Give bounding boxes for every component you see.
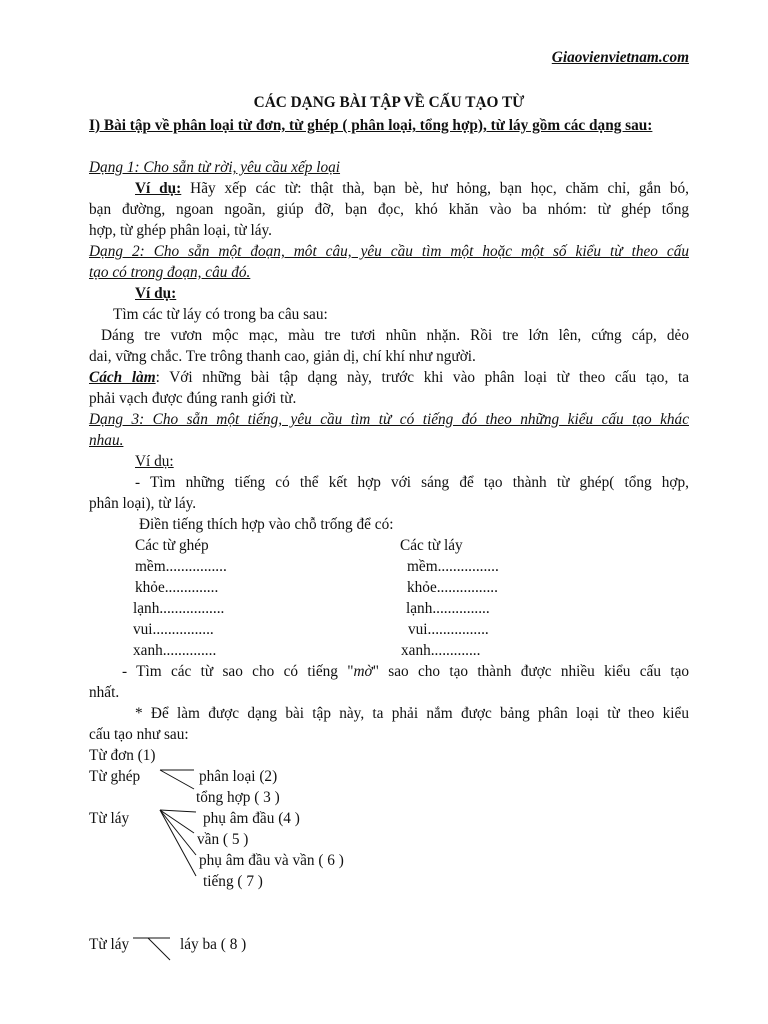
- branch-lay-tieng: [160, 810, 196, 876]
- dang3-task2-line2: nhất.: [89, 684, 120, 701]
- dang1-example-line2: bạn đường, ngoan ngoãn, giúp đỡ, bạn đọc, khó khăn vào ba nhóm: từ ghép tổng: [89, 201, 689, 218]
- cls-tu-don: Từ đơn (1): [89, 747, 156, 764]
- cls-tu-lay-2: Từ láy: [89, 936, 130, 953]
- dang1-vidu-label: Ví dụ:: [135, 180, 182, 197]
- cls-van: vần ( 5 ): [197, 831, 249, 848]
- cls-tu-ghep: Từ ghép: [89, 768, 141, 785]
- dang1-example-line1: [89, 178, 689, 199]
- cls-lay-ba: láy ba ( 8 ): [180, 936, 247, 953]
- dang2-title-line2: tạo có trong đoạn, câu đó.: [89, 264, 251, 281]
- row-left-4: vui................: [133, 621, 214, 638]
- dang3-task1-line2: phân loại), từ láy.: [89, 495, 197, 512]
- task2-post: " sao cho tạo thành được nhiều kiểu cấu tạo: [372, 663, 690, 680]
- section-heading: I) Bài tập về phân loại từ đơn, từ ghép ( phân loại, tổng hợp), từ láy gồm các dạng sau:: [89, 117, 653, 134]
- dang3-task1-line1: - Tìm những tiếng có thể kết hợp với sáng để tạo thành từ ghép( tổng hợp,: [135, 474, 689, 491]
- cls-tieng: tiếng ( 7 ): [203, 873, 263, 890]
- row-left-2: khỏe..............: [135, 579, 219, 596]
- dang3-fill-instruction: Điền tiếng thích hợp vào chỗ trống để có:: [139, 516, 394, 533]
- dang3-title-line1: Dạng 3: Cho sẵn một tiếng, yêu cầu tìm từ có tiếng đó theo những kiểu cấu tạo khác: [89, 411, 689, 428]
- site-watermark: Giaovienvietnam.com: [551, 49, 689, 66]
- page-title: CÁC DẠNG BÀI TẬP VỀ CẤU TẠO TỪ: [253, 94, 525, 111]
- row-right-5: xanh.............: [401, 642, 481, 659]
- dang2-paragraph-line2: dai, vững chắc. Tre trông thanh cao, giản dị, chí khí như người.: [89, 348, 476, 365]
- dang3-note-line1: * Để làm được dạng bài tập này, ta phải nắm được bảng phân loại từ theo kiểu: [135, 705, 689, 722]
- row-right-3: lạnh...............: [406, 600, 490, 617]
- row-right-2: khỏe................: [407, 579, 498, 596]
- dang2-cachlam-line2: phải vạch được đúng ranh giới từ.: [89, 390, 297, 407]
- branch-ghep-tonghop: [160, 770, 194, 789]
- cls-phu-am-dau: phụ âm đầu (4 ): [203, 810, 300, 827]
- row-right-1: mềm................: [407, 558, 499, 575]
- dang3-task2-line1: [122, 661, 689, 682]
- col-left-header: Các từ ghép: [135, 537, 209, 554]
- dang3-vidu-label: Ví dụ:: [135, 453, 174, 470]
- cls-phan-loai: phân loại (2): [199, 768, 278, 785]
- cachlam-text1: : Với những bài tập dạng này, trước khi vào phân loại từ theo cấu tạo, ta: [155, 369, 689, 386]
- row-left-5: xanh..............: [133, 642, 217, 659]
- branch-lay-van: [160, 810, 194, 833]
- dang2-cachlam-line1: [89, 367, 689, 388]
- col-right-header: Các từ láy: [400, 537, 463, 554]
- dang3-title-line2: nhau.: [89, 432, 124, 449]
- dang2-task: Tìm các từ láy có trong ba câu sau:: [113, 306, 328, 323]
- task2-word: mờ: [353, 663, 373, 680]
- task2-pre: - Tìm các từ sao cho có tiếng ": [122, 663, 354, 680]
- row-right-4: vui................: [408, 621, 489, 638]
- dang2-vidu-label: Ví dụ:: [135, 285, 177, 302]
- branch-lay2-down: [148, 938, 170, 960]
- dang1-example-line3: hợp, từ ghép phân loại, từ láy.: [89, 222, 272, 239]
- dang1-title: Dạng 1: Cho sẵn từ rời, yêu cầu xếp loại: [89, 159, 341, 176]
- cachlam-label: Cách làm: [89, 369, 156, 386]
- branch-lay-phuamdau: [160, 810, 196, 812]
- cls-tong-hop: tổng hợp ( 3 ): [196, 789, 280, 806]
- branch-lay-phuamdau-van: [160, 810, 196, 855]
- cls-tu-lay: Từ láy: [89, 810, 130, 827]
- row-left-3: lạnh.................: [133, 600, 225, 617]
- dang2-paragraph-line1: Dáng tre vươn mộc mạc, màu tre tươi nhũn nhặn. Rồi tre lớn lên, cứng cáp, dẻo: [101, 327, 689, 344]
- dang3-note-line2: cấu tạo như sau:: [89, 726, 189, 743]
- cls-phu-am-dau-va-van: phụ âm đầu và vần ( 6 ): [199, 852, 344, 869]
- row-left-1: mềm................: [135, 558, 227, 575]
- dang2-title-line1: Dạng 2: Cho sẵn một đoạn, môt câu, yêu cầu tìm một hoặc một số kiểu từ theo cấu: [89, 243, 689, 260]
- dang1-vidu-text1: Hãy xếp các từ: thật thà, bạn bè, hư hỏng, bạn học, chăm chỉ, gắn bó,: [181, 180, 689, 197]
